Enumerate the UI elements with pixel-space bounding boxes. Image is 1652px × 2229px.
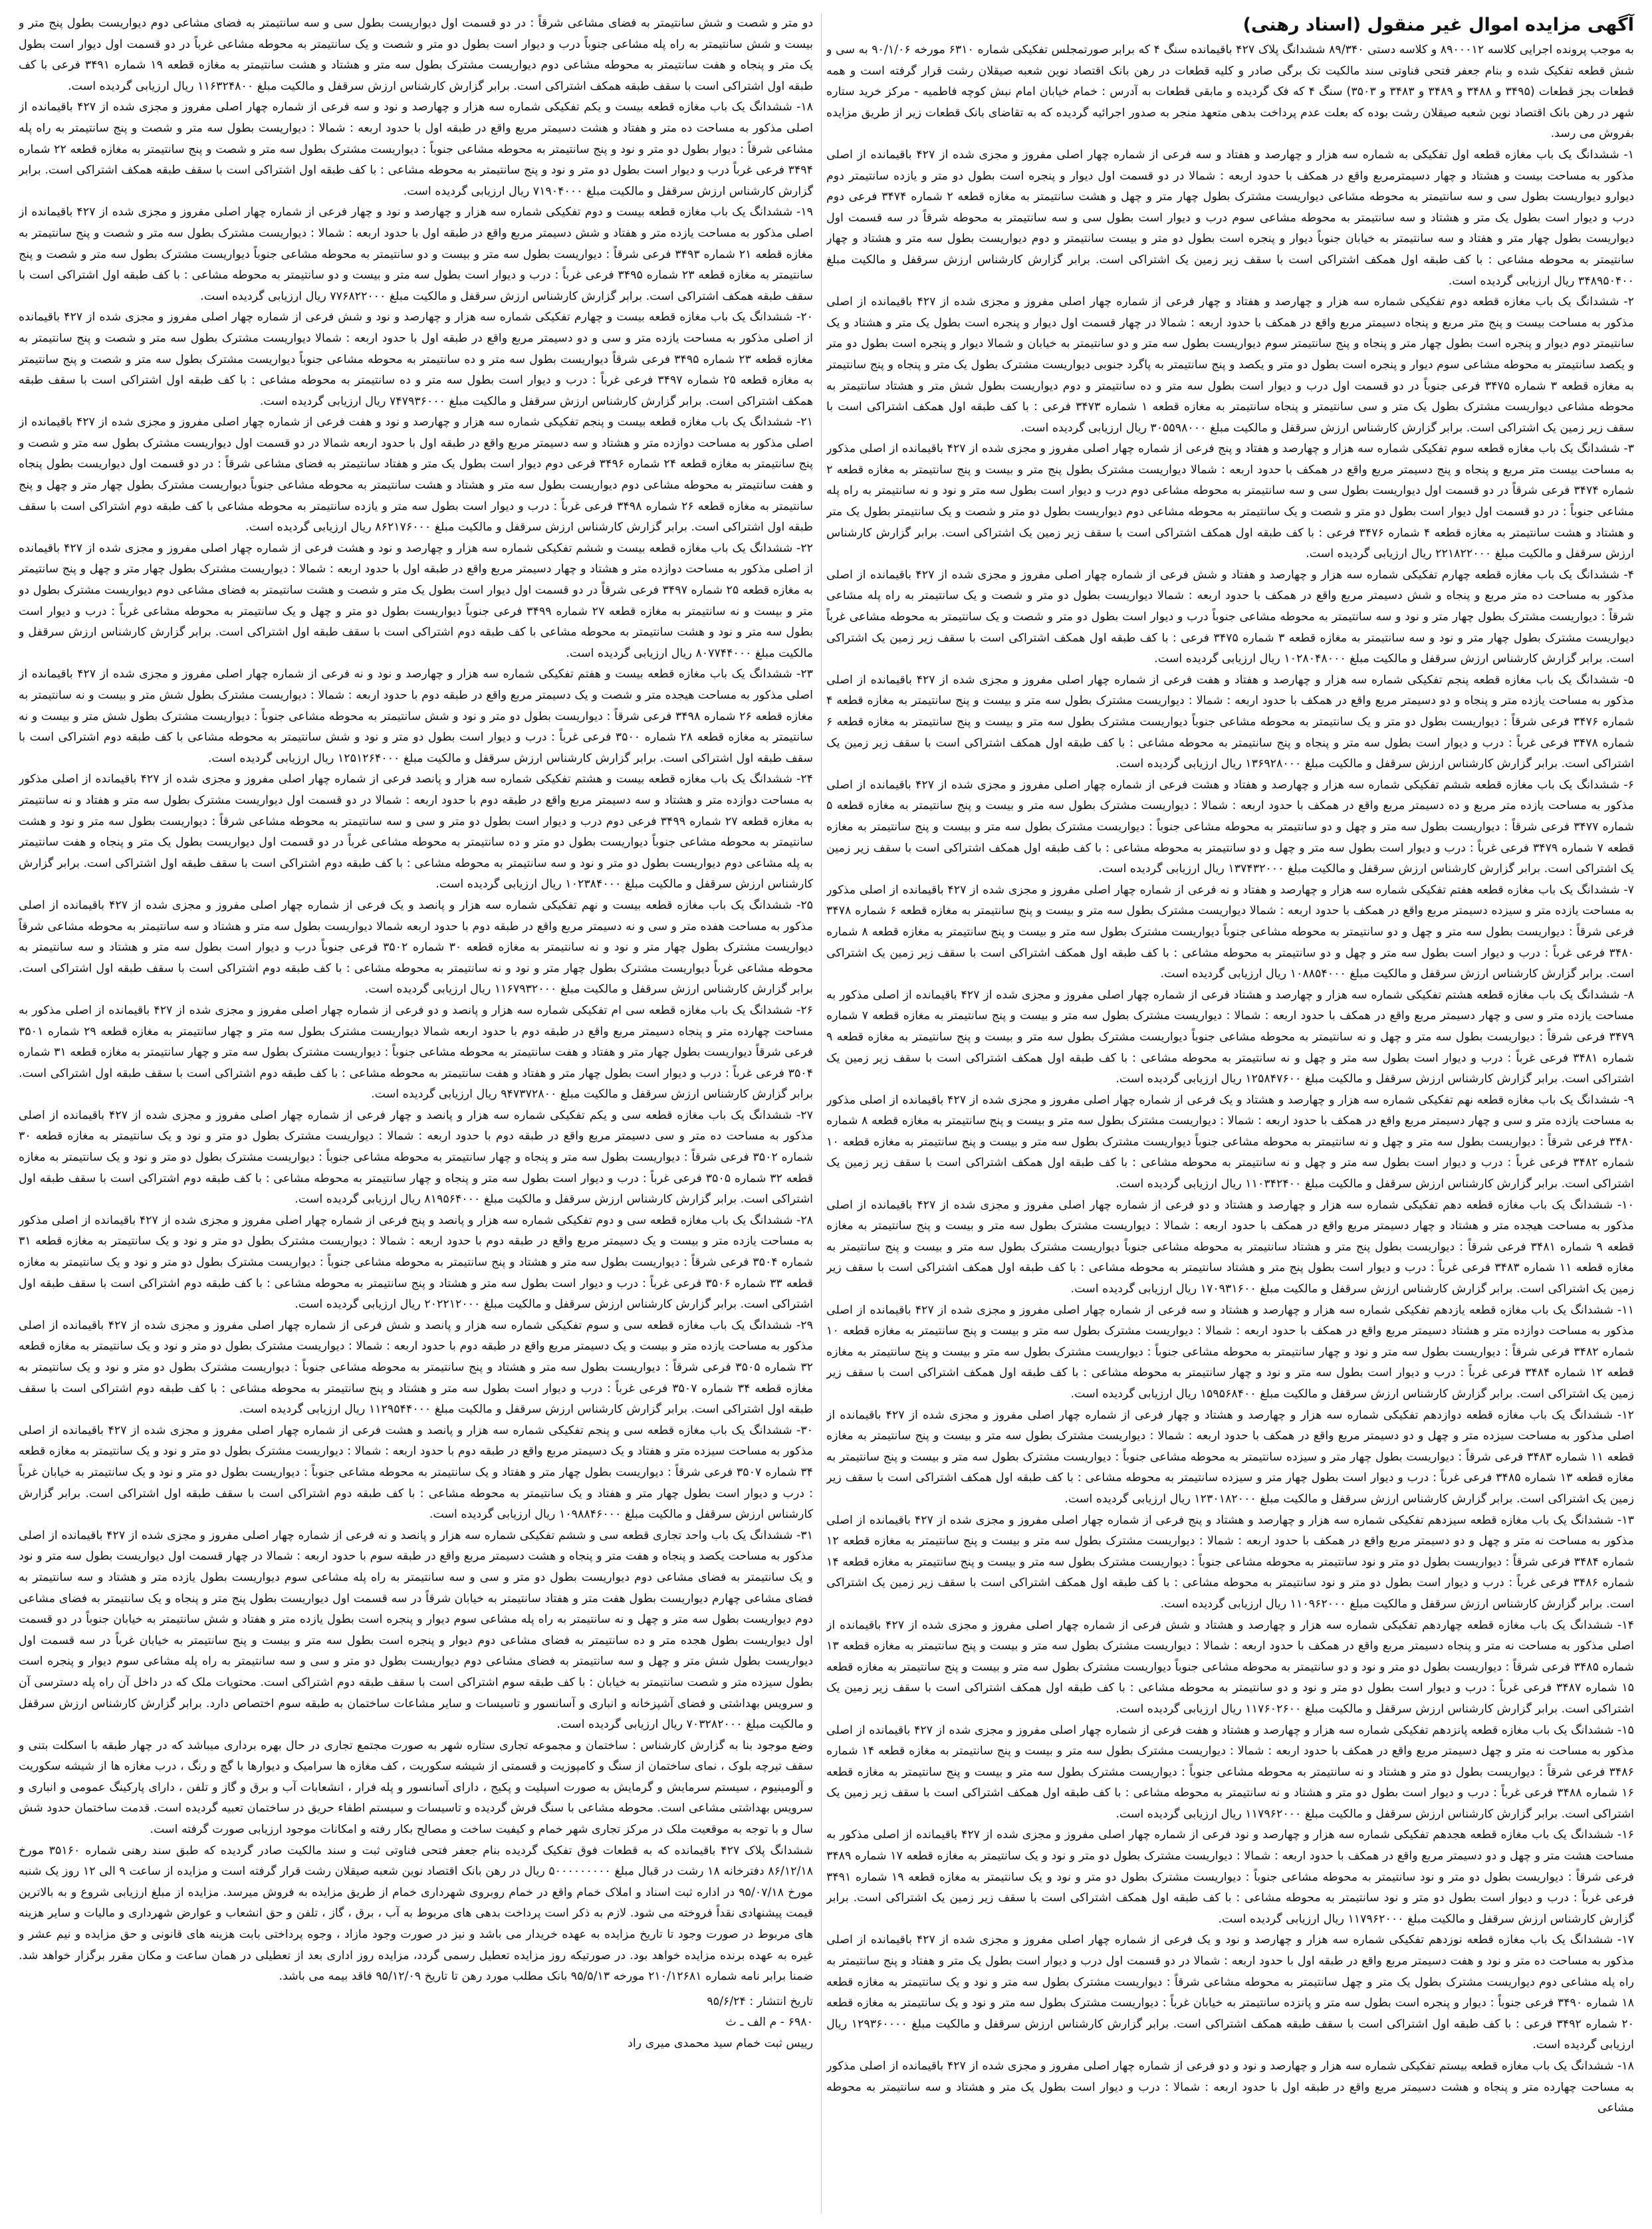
- notice-paragraph: ۱۸- ششدانگ یک باب مغازه قطعه بیستم تفکیکی شماره سه هزار و چهارصد و نود و دو فرعی از شماره چهار اصلی مفروز و مجزی شده از ۴۲۷ باقیمانده از اصلی مذکور به مساحت چهارده متر و پنجاه و هشت دسیمتر مربع واقع در طبقه اول با حدود اربعه : شمالا : درب و دیوار است بطول یک متر و هشتاد و سه سانتیمتر به محوطه مشاعی: [826, 2059, 1634, 2115]
- notice-paragraph: ۷- ششدانگ یک باب مغازه قطعه هفتم تفکیکی شماره سه هزار و چهارصد و هفتاد و نه فرعی از شماره چهار اصلی مفروز و مجزی شده از ۴۲۷ باقیمانده از اصلی مذکور به مساحت یازده متر و سیزده دسیمتر مربع واقع در همکف با حدود اربعه : شمالا دیواریست مشترک بطول سه متر و بیست و پنج سانتیمتر به مغازه قطعه ۶ شماره ۳۴۷۸ فرعی شرقاً : دیواریست بطول سه متر و چهل و دو سانتیمتر به محوطه مشاعی جنوباً دیواریست مشترک بطول سه متر و بیست و پنج سانتیمتر به مغازه قطعه ۸ شماره ۳۴۸۰ فرعی غرباً : درب و دیوار است بطول سه متر و چهل و دو سانتیمتر به محوطه مشاعی : با کف طبقه اول همکف اشتراکی است با سقف زیر زمین یک اشتراکی است. برابر گزارش کارشناس ارزش سرقفل و مالکیت مبلغ ۱۰۸۸۵۴۰۰۰ ریال ارزیابی گردیده است.: [826, 883, 1634, 981]
- notice-paragraph: ۹- ششدانگ یک باب مغازه قطعه نهم تفکیکی شماره سه هزار و چهارصد و هشتاد و یک فرعی از شماره چهار اصلی مفروز و مجزی شده از ۴۲۷ باقیمانده از اصلی مذکور به مساحت یازده متر و سی و چهار دسیمتر مربع واقع در همکف با حدود اربعه : شمالا : دیواریست مشترک بطول سه متر و بیست و پنج سانتیمتر به مغازه قطعه ۸ شماره ۳۴۸۰ فرعی شرقاً : دیواریست بطول سه متر و چهل و نه سانتیمتر به محوطه مشاعی جنوباً دیواریست مشترک بطول سه متر و بیست و پنج سانتیمتر به مغازه قطعه ۱۰ شماره ۳۴۸۲ فرعی غرباً : درب و دیوار است بطول سه متر و چهل و نه سانتیمتر به محوطه مشاعی : با کف طبقه اول همکف اشتراکی است با سقف زیر زمین یک اشتراکی است. برابر گزارش کارشناس ارزش سرقفل و مالکیت مبلغ ۱۱۰۳۴۲۴۰۰ ریال ارزیابی گردیده است.: [826, 1093, 1634, 1191]
- notice-paragraph: ۲۹- ششدانگ یک باب مغازه قطعه سی و سوم تفکیکی شماره سه هزار و پانصد و شش فرعی از شماره چهار اصلی مفروز و مجزی شده از ۴۲۷ باقیمانده از اصلی مذکور به مساحت یازده متر و بیست و یک دسیمتر مربع واقع در طبقه دوم با حدود اربعه : شمالا : دیواریست مشترک بطول دو متر و نود و یک سانتیمتر به مغازه قطعه ۳۲ شماره ۳۵۰۵ فرعی شرقاً : دیواریست بطول سه متر و هشتاد و پنج سانتیمتر به محوطه مشاعی جنوباً : دیواریست مشترک بطول دو متر و نود و یک سانتیمتر به مغازه قطعه ۳۴ شماره ۳۵۰۷ فرعی غرباً : درب و دیوار است بطول سه متر و هشتاد و پنج سانتیمتر به محوطه مشاعی : با کف طبقه دوم اشتراکی است با سقف طبقه اول اشتراکی است. برابر گزارش کارشناس ارزش سرقفل و مالکیت مبلغ ۱۱۲۹۵۴۴۰۰۰ ریال ارزیابی گردیده است.: [19, 1318, 813, 1417]
- notice-paragraph: ۶- ششدانگ یک باب مغازه قطعه ششم تفکیکی شماره سه هزار و چهارصد و هفتاد و هشت فرعی از شماره چهار اصلی مفروز و مجزی شده از ۴۲۷ باقیمانده از اصلی مذکور به مساحت یازده متر مربع و ده دسیمتر مربع واقع در همکف با حدود اربعه : شمالا : دیواریست مشترک بطول سه متر و بیست و پنج سانتیمتر به مغازه قطعه ۵ شماره ۳۴۷۷ فرعی شرقاً : دیواریست بطول سه متر و چهل و دو سانتیمتر به محوطه مشاعی جنوباً : دیواریست مشترک بطول سه متر و بیست و پنج سانتیمتر به مغازه قطعه ۷ شماره ۳۴۷۹ فرعی غرباً : درب و دیوار است بطول سه متر و چهل و دو سانتیمتر به محوطه مشاعی : با کف طبقه اول همکف اشتراکی است با سقف زیر زمین یک اشتراکی است. برابر گزارش کارشناس ارزش سرقفل و مالکیت مبلغ ۱۳۷۴۳۲۰۰۰ ریال ارزیابی گردیده است.: [826, 778, 1634, 876]
- left-column-body: [19, 13, 813, 1988]
- notice-paragraph: ۱۰- ششدانگ یک باب مغازه قطعه دهم تفکیکی شماره سه هزار و چهارصد و هشتاد و دو فرعی از شماره چهار اصلی مفروز و مجزی شده از ۴۲۷ باقیمانده از اصلی مذکور به مساحت هیجده متر و هشتاد و چهار دسیمتر مربع واقع در همکف با حدود اربعه : شمالا : دیواریست مشترک بطول سه متر و بیست و پنج سانتیمتر به مغازه قطعه ۹ شماره ۳۴۸۱ فرعی شرقاً : دیواریست بطول پنج متر و هشتاد سانتیمتر به محوطه مشاعی جنوباً دیواریست مشترک بطول سه متر و بیست و پنج سانتیمتر به مغازه قطعه ۱۱ شماره ۳۴۸۳ فرعی غرباً : درب و دیوار است بطول پنج متر و هشتاد سانتیمتر به محوطه مشاعی : با کف طبقه اول همکف اشتراکی است با سقف زیر زمین یک اشتراکی است. برابر گزارش کارشناس ارزش سرقفل و مالکیت مبلغ ۱۷۰۹۳۱۶۰۰ ریال ارزیابی گردیده است.: [826, 1198, 1634, 1296]
- notice-paragraph: ۲۵- ششدانگ یک باب مغازه قطعه بیست و نهم تفکیکی شماره سه هزار و پانصد و یک فرعی از شماره چهار اصلی مفروز و مجزی شده از ۴۲۷ باقیمانده از اصلی مذکور به مساحت هفده متر و سی و نه دسیمتر مربع واقع در طبقه دوم با حدود اربعه شمالا دیواریست بطول سه متر و هشتاد و سه سانتیمتر به محوطه مشاعی شرقاً دیواریست مشترک بطول چهار متر و نود و نه سانتیمتر به مغازه قطعه ۳۰ شماره ۳۵۰۲ فرعی جنوباً درب و دیوار است بطول سه متر و هشتاد و سه سانتیمتر به محوطه مشاعی غرباً دیواریست مشترک بطول چهار متر و نود و نه سانتیمتر به محوطه مشاعی : با کف طبقه دوم اشتراکی است با سقف طبقه اول اشتراکی است. برابر گزارش کارشناس ارزش سرقفل و مالکیت مبلغ ۱۱۶۷۹۳۲۰۰۰ ریال ارزیابی گردیده است.: [19, 898, 813, 997]
- notice-paragraph: ۱۶- ششدانگ یک باب مغازه قطعه هجدهم تفکیکی شماره سه هزار و چهارصد و نود فرعی از شماره چهار اصلی مفروز و مجزی شده از ۴۲۷ باقیمانده از اصلی مذکور به مساحت هشت متر و چهل و دو دسیمتر مربع واقع در همکف با حدود اربعه : شمالا : دیواریست مشترک بطول دو متر و نود و یک سانتیمتر به مغازه قطعه ۱۷ شماره ۳۴۸۹ فرعی شرقاً : دیواریست بطول دو متر و نود سانتیمتر به محوطه مشاعی جنوباً : دیواریست مشترک بطول دو متر و نود و یک سانتیمتر به مغازه قطعه ۱۹ شماره ۳۴۹۱ فرعی غرباً : درب و دیوار است بطول دو متر و نود سانتیمتر به محوطه مشاعی : با کف طبقه اول همکف اشتراکی است با سقف زیر زمین یک اشتراکی است. برابر گزارش کارشناس ارزش سرقفل و مالکیت مبلغ ۱۱۷۹۶۲۰۰۰ ریال ارزیابی گردیده است.: [826, 1828, 1634, 1926]
- reference-code: ۶۹۸۰ - م الف ـ ث: [725, 2016, 813, 2030]
- notice-paragraph: ۱۳- ششدانگ یک باب مغازه قطعه سیزدهم تفکیکی شماره سه هزار و چهارصد و هشتاد و پنج فرعی از شماره چهار اصلی مفروز و مجزی شده از ۴۲۷ باقیمانده از اصلی مذکور به مساحت نه متر و چهل و دو دسیمتر مربع واقع در همکف با حدود اربعه : شمالا : دیواریست مشترک بطول سه متر و بیست و پنج سانتیمتر به مغازه قطعه ۱۲ شماره ۳۴۸۴ فرعی شرقاً : دیواریست بطول دو متر و نود سانتیمتر به محوطه مشاعی جنوباً : دیواریست مشترک بطول سه متر و بیست و پنج سانتیمتر به مغازه قطعه ۱۴ شماره ۳۴۸۶ فرعی غرباً : درب و دیوار است بطول دو متر و نود سانتیمتر به محوطه مشاعی : با کف طبقه اول همکف اشتراکی است با سقف زیر زمین یک اشتراکی است. برابر گزارش کارشناس ارزش سرقفل و مالکیت مبلغ ۱۱۰۹۶۲۰۰۰ ریال ارزیابی گردیده است.: [826, 1513, 1634, 1611]
- notice-paragraph: ۲۴- ششدانگ یک باب مغازه قطعه بیست و هشتم تفکیکی شماره سه هزار و پانصد فرعی از شماره چهار اصلی مفروز و مجزی شده از ۴۲۷ باقیمانده از اصلی مذکور به مساحت دوازده متر و هشتاد و سه دسیمتر مربع واقع در طبقه دوم با حدود اربعه : شمالا در دو قسمت اول دیواریست مشترک بطول سه متر و هفتاد و نه سانتیمتر به مغازه قطعه ۲۷ شماره ۳۴۹۹ فرعی دوم درب و دیوار است بطول دو متر و سی و سه سانتیمتر به محوطه مشاعی شرقاً : دیواریست بطول سه متر و نود و هشت سانتیمتر به محوطه مشاعی جنوباً دیواریست بطول دو متر و ده سانتیمتر به محوطه مشاعی غرباً در دو قسمت اول دیواریست بطول یک متر و پنجاه و هفت سانتیمتر به پله مشاعی دوم دیواریست بطول دو متر و نود و سه سانتیمتر به محوطه مشاعی : با کف طبقه دوم اشتراکی است با سقف طبقه اول اشتراکی است. برابر گزارش کارشناس ارزش سرقفل و مالکیت مبلغ ۱۰۲۳۸۴۰۰۰ ریال ارزیابی گردیده است.: [19, 772, 813, 891]
- right-column: [826, 40, 1634, 2214]
- notice-paragraph: ۲- ششدانگ یک باب مغازه قطعه دوم تفکیکی شماره سه هزار و چهارصد و هفتاد و چهار فرعی از شماره چهار اصلی مفروز و مجزی شده از ۴۲۷ باقیمانده از اصلی مذکور به مساحت بیست و پنج متر مربع و پنجاه دسیمتر مربع واقع در همکف با حدود اربعه : شمالا در چهار قسمت اول دیوار و پنجره است بطول یک متر و هشتاد و یک سانتیمتر دوم دیوار و پنجره است بطول چهار متر و پنجاه و پنج سانتیمتر سوم دیواریست بطول سه متر و دو سانتیمتر به خیابان و شمالا دیوار و پنجره است بطول دو متر و یکصد سانتیمتر به محوطه مشاعی سوم دیوار و پنجره است بطول دو متر و یکصد و پنج سانتیمتر به پاگرد جنوبی دیواریست مشترک بطول یک متر و پنجاه و پنج سانتیمتر به مغازه قطعه ۳ شماره ۳۴۷۵ فرعی جنوباً در دو قسمت اول درب و دیوار است بطول سه متر و ده سانتیمتر و دوم دیواریست بطول شش متر و هشتاد سانتیمتر به محوطه مشاعی دیواریست مشترک بطول یک متر و سی سانتیمتر و پنجاه سانتیمتر به مغازه قطعه ۱ شماره ۳۴۷۳ فرعی : با کف طبقه اول همکف اشتراکی است با سقف زیر زمین یک اشتراکی است. برابر گزارش کارشناس ارزش سرقفل و مالکیت مبلغ ۳۰۵۵۹۸۰۰۰ ریال ارزیابی گردیده است.: [826, 295, 1634, 435]
- notice-title: آگهی مزایده اموال غیر منقول (اسناد رهنی): [1242, 15, 1634, 35]
- notice-paragraph: ۲۱- ششدانگ یک باب مغازه قطعه بیست و پنجم تفکیکی شماره سه هزار و چهارصد و نود و هفت فرعی از شماره چهار اصلی مفروز و مجزی شده از ۴۲۷ باقیمانده از اصلی مذکور به مساحت دوازده متر و هشتاد و سه دسیمتر مربع واقع در طبقه اول با حدود اربعه شمالا در دو قسمت اول دیواریست مشترک بطول سه متر و شصت و پنج سانتیمتر به مغازه قطعه ۲۴ شماره ۳۴۹۶ فرعی دوم دیوار است بطول یک متر و هفتاد سانتیمتر به فضای مشاعی شرقاً : در دو قسمت اول دیواریست بطول پنجاه و هفت سانتیمتر به محوطه مشاعی دوم دیواریست بطول سه متر و هشتاد و هشت سانتیمتر به محوطه مشاعی جنوباً دیواریست مشترک بطول چهار متر و چهل و پنج سانتیمتر به مغازه قطعه ۲۶ شماره ۳۴۹۸ فرعی غرباً : درب و دیوار است بطول سه متر و یازده سانتیمتر به محوطه مشاعی با کف طبقه دوم اشتراکی است با سقف طبقه اول اشتراکی است. برابر گزارش کارشناس ارزش سرقفل و مالکیت مبلغ ۸۶۲۱۷۶۰۰۰ ریال ارزیابی گردیده است.: [19, 415, 813, 534]
- notice-paragraph: ۲۳- ششدانگ یک باب مغازه قطعه بیست و هفتم تفکیکی شماره سه هزار و چهارصد و نود و نه فرعی از شماره چهار اصلی مفروز و مجزی شده از ۴۲۷ باقیمانده از اصلی مذکور به مساحت هیجده متر و شصت و یک دسیمتر مربع واقع در طبقه دوم با حدود اربعه : شمالا : دیواریست مشترک بطول شش متر و بیست و نه سانتیمتر به مغازه قطعه ۲۶ شماره ۳۴۹۸ فرعی شرقاً : دیواریست بطول دو متر و نود و شش سانتیمتر به محوطه مشاعی جنوباً : دیواریست مشترک بطول شش متر و بیست و نه سانتیمتر به مغازه قطعه ۲۸ شماره ۳۵۰۰ فرعی غرباً : درب و دیوار است بطول دو متر و نود و شش سانتیمتر به محوطه مشاعی با کف طبقه دوم اشتراکی است با سقف طبقه اول اشتراکی است. برابر گزارش کارشناس ارزش سرقفل و مالکیت مبلغ ۱۲۵۱۲۶۴۰۰۰ ریال ارزیابی گردیده است.: [19, 667, 813, 765]
- notice-paragraph: به موجب پرونده اجرایی کلاسه ۸۹۰۰۰۱۲ و کلاسه دستی ۸۹/۳۴۰ ششدانگ پلاک ۴۲۷ باقیمانده سنگ ۴ که برابر صورتمجلس تفکیکی شماره ۶۳۱۰ مورخه ۹۰/۱/۰۶ به سی و شش قطعه تفکیک شده و بنام جعفر فتحی فناوتی سند مالکیت تک برگی صادر و کلیه قطعات در رهن بانک اقتصاد نوین شعبه صیقلان رشت قرار گرفته است و همه قطعات بجز قطعات (۳۴۹۵ و ۳۴۸۸ و ۳۴۸۹ و ۳۴۸۳ و ۳۵۰۳) سنگ ۴ که فک گردیده و مابقی قطعات به آدرس : خمام خیابان امام نبش کوچه فاطمیه - مرکز خرید ستاره شهر در رهن بانک اقتصاد نوین شعبه صیقلان رشت بوده که بعلت عدم پرداخت بدهی متعهد منجر به صدور اجرائیه گردیده که به تقاضای بانک قطعات زیر از طریق مزایده بفروش می رسد.: [826, 43, 1634, 141]
- notice-paragraph: ۱۱- ششدانگ یک باب مغازه قطعه یازدهم تفکیکی شماره سه هزار و چهارصد و هشتاد و سه فرعی از شماره چهار اصلی مفروز و مجزی شده از ۴۲۷ باقیمانده از اصلی مذکور به مساحت دوازده متر و هشتاد دسیمتر مربع واقع در همکف با حدود اربعه : شمالا : دیواریست مشترک بطول سه متر و بیست و پنج سانتیمتر به مغازه قطعه ۱۰ شماره ۳۴۸۲ فرعی شرقاً : دیواریست بطول سه متر و نود و چهار سانتیمتر به محوطه مشاعی جنوباً : دیواریست مشترک بطول سه متر و بیست و پنج سانتیمتر به مغازه قطعه ۱۲ شماره ۳۴۸۴ فرعی غرباً : درب و دیوار است بطول سه متر و نود و چهار سانتیمتر به محوطه مشاعی : با کف طبقه اول همکف اشتراکی است با سقف زیر زمین یک اشتراکی است. برابر گزارش کارشناس ارزش سرقفل و مالکیت مبلغ ۱۵۹۵۶۸۴۰۰ ریال ارزیابی گردیده است.: [826, 1303, 1634, 1401]
- notice-paragraph: ششدانگ پلاک ۴۲۷ باقیمانده که به قطعات فوق تفکیک گردیده بنام جعفر فتحی فناوتی ثبت و سند مالکیت صادر گردیده که طبق سند رهنی شماره ۳۵۱۶۰ مورخ ۸۶/۱۲/۱۸ دفترخانه ۱۸ رشت در قبال مبلغ ۵۰۰۰۰۰۰۰۰۰ ریال در رهن بانک اقتصاد نوین شعبه صیقلان رشت قرار گرفته است و مزایده از ساعت ۹ الی ۱۲ روز یک شنبه مورخ ۹۵/۰۷/۱۸ در اداره ثبت اسناد و املاک خمام واقع در خمام روبروی شهرداری خمام از طریق مزایده به فروش میرسد. مزایده از مبلغ ارزیابی شروع و به بالاترین قیمت پیشنهادی نقداً فروخته می شود. لازم به ذکر است پرداخت بدهی های مربوط به آب ، برق ، گاز ، تلفن و حق انشعاب و عوارض شهرداری و مالیات و سایر هزینه های مربوط در صورت وجود تا تاریخ مزایده به عهده خریدار می باشد و نیز در صورت وجود مازاد ، وجوه پرداختی بابت هزینه های قانونی و حق مزایده و نیم عشر و غیره به عهده برنده مزایده خواهد بود. در صورتیکه روز مزایده تعطیل رسمی گردد، مزایده روز اداری بعد از تعطیلی در همان ساعت و مکان مقرر برگزار خواهد شد. ضمنا برابر نامه شماره ۲۱۰/۱۲۶۸۱ مورخه ۹۵/۵/۱۳ بانک مطلب مورد رهن تا تاریخ ۹۵/۱۲/۰۹ فاقد بیمه می باشد.: [19, 1843, 813, 1984]
- notice-paragraph: ۱۹- ششدانگ یک باب مغازه قطعه بیست و دوم تفکیکی شماره سه هزار و چهارصد و نود و چهار فرعی از شماره چهار اصلی مفروز و مجزی شده از ۴۲۷ باقیمانده از اصلی مذکور به مساحت یازده متر و هفتاد و شش دسیمتر مربع واقع در طبقه اول با حدود اربعه : شمالا : دیواریست مشترک بطول سه متر و شصت و پنج سانتیمتر به مغازه قطعه ۲۱ شماره ۳۴۹۳ فرعی شرقاً : دیواریست بطول سه متر و بیست و دو سانتیمتر به محوطه مشاعی جنوباً دیواریست مشترک بطول سه متر و شصت و پنج سانتیمتر به مغازه قطعه ۲۳ شماره ۳۴۹۵ فرعی غرباً : درب و دیوار است بطول سه متر و بیست و دو سانتیمتر به محوطه مشاعی : با کف طبقه اول اشتراکی است با سقف طبقه همکف اشتراکی است. برابر گزارش کارشناس ارزش سرقفل و مالکیت مبلغ ۷۷۶۸۲۲۰۰۰ ریال ارزیابی گردیده است.: [19, 205, 813, 303]
- publish-date: تاریخ انتشار : ۹۵/۶/۲۴: [707, 1994, 813, 2008]
- notice-paragraph: ۳۰- ششدانگ یک باب مغازه قطعه سی و پنجم تفکیکی شماره سه هزار و پانصد و هشت فرعی از شماره چهار اصلی مفروز و مجزی شده از ۴۲۷ باقیمانده از اصلی مذکور به مساحت سیزده متر و هفتاد و یک دسیمتر مربع واقع در طبقه دوم با حدود اربعه : شمالا : دیواریست مشترک بطول دو متر و نود و یک سانتیمتر به مغازه قطعه ۳۴ شماره ۳۵۰۷ فرعی شرقاً : دیواریست بطول چهار متر و هفتاد و یک سانتیمتر به محوطه مشاعی جنوباً : دیواریست بطول دو متر و نود و یک سانتیمتر به خیابان غرباً : درب و دیوار است بطول چهار متر و هفتاد و یک سانتیمتر به محوطه مشاعی : با کف طبقه دوم اشتراکی است با سقف طبقه اول اشتراکی است. برابر گزارش کارشناس ارزش سرقفل و مالکیت مبلغ ۱۰۹۸۸۴۶۰۰۰ ریال ارزیابی گردیده است.: [19, 1423, 813, 1522]
- notice-paragraph: ۸- ششدانگ یک باب مغازه قطعه هشتم تفکیکی شماره سه هزار و چهارصد و هشتاد فرعی از شماره چهار اصلی مفروز و مجزی شده از ۴۲۷ باقیمانده از اصلی مذکور به مساحت یازده متر و سی و چهار دسیمتر مربع واقع در همکف با حدود اربعه : شمالا : دیواریست مشترک بطول سه متر و بیست و پنج سانتیمتر به مغازه قطعه ۷ شماره ۳۴۷۹ فرعی شرقاً : دیواریست بطول سه متر و چهل و نه سانتیمتر به محوطه مشاعی جنوباً دیواریست مشترک بطول سه متر و بیست و پنج سانتیمتر به مغازه قطعه ۹ شماره ۳۴۸۱ فرعی غرباً : درب و دیوار است بطول سه متر و چهل و نه سانتیمتر به محوطه مشاعی : با کف طبقه اول همکف اشتراکی است با سقف زیر زمین یک اشتراکی است. برابر گزارش کارشناس ارزش سرقفل و مالکیت مبلغ ۱۲۵۸۴۷۶۰۰ ریال ارزیابی گردیده است.: [826, 988, 1634, 1086]
- notice-paragraph: ۱۷- ششدانگ یک باب مغازه قطعه نوزدهم تفکیکی شماره سه هزار و چهارصد و نود و یک فرعی از شماره چهار اصلی مفروز و مجزی شده از ۴۲۷ باقیمانده از اصلی مذکور به مساحت ده متر و نود و هفت دسیمتر مربع واقع در طبقه اول با حدود اربعه : شمالا در دو قسمت اول درب و دیوار است بطول یک متر و هفتاد و پنج سانتیمتر به راه پله مشاعی دوم دیواریست مشترک بطول یک متر و چهل سانتیمتر به محوطه مشاعی شرقاً : دیواریست مشترک بطول سه متر و نود و یک سانتیمتر به مغازه قطعه ۱۸ شماره ۳۴۹۰ فرعی جنوباً : دیوار و پنجره است بطول سه متر و پانزده سانتیمتر به خیابان غرباً : دیواریست مشترک بطول سه متر و نود و یک سانتیمتر به مغازه قطعه ۲۰ شماره ۳۴۹۲ فرعی : با کف طبقه اول اشتراکی است با سقف طبقه همکف اشتراکی است. برابر گزارش کارشناس ارزش سرقفل و مالکیت مبلغ ۱۲۹۳۶۰۰۰۰ ریال ارزیابی گردیده است.: [826, 1933, 1634, 2052]
- notice-paragraph: ۲۰- ششدانگ یک باب مغازه قطعه بیست و چهارم تفکیکی شماره سه هزار و چهارصد و نود و شش فرعی از شماره چهار اصلی مفروز و مجزی شده از ۴۲۷ باقیمانده از اصلی مذکور به مساحت یازده متر و سی و دو دسیمتر مربع واقع در طبقه اول با حدود اربعه : شمالا دیواریست مشترک بطول سه متر و شصت و پنج سانتیمتر به مغازه قطعه ۲۳ شماره ۳۴۹۵ فرعی شرقاً دیواریست بطول سه متر و ده سانتیمتر به محوطه مشاعی جنوباً دیواریست مشترک بطول سه متر و شصت و پنج سانتیمتر به مغازه قطعه ۲۵ شماره ۳۴۹۷ فرعی غرباً : درب و دیوار است بطول سه متر و ده سانتیمتر به محوطه مشاعی : با کف طبقه اول اشتراکی است با سقف طبقه همکف اشتراکی است. برابر گزارش کارشناس ارزش سرقفل و مالکیت مبلغ ۷۴۷۹۳۶۰۰۰ ریال ارزیابی گردیده است.: [19, 310, 813, 408]
- left-column: [19, 13, 813, 2214]
- right-column-body: [826, 40, 1634, 2119]
- notice-paragraph: ۱۲- ششدانگ یک باب مغازه قطعه دوازدهم تفکیکی شماره سه هزار و چهارصد و هشتاد و چهار فرعی از شماره چهار اصلی مفروز و مجزی شده از ۴۲۷ باقیمانده از اصلی مذکور به مساحت سیزده متر و چهل و دو دسیمتر مربع واقع در همکف با حدود اربعه : شمالا : دیواریست مشترک بطول سه متر و بیست و پنج سانتیمتر به مغازه قطعه ۱۱ شماره ۳۴۸۳ فرعی شرقاً : دیواریست بطول چهار متر و سیزده سانتیمتر به محوطه مشاعی جنوباً : دیواریست مشترک بطول سه متر و بیست و پنج سانتیمتر به مغازه قطعه ۱۳ شماره ۳۴۸۵ فرعی غرباً : درب و دیوار است بطول چهار متر و سیزده سانتیمتر به محوطه مشاعی : با کف طبقه اول همکف اشتراکی است با سقف زیر زمین یک اشتراکی است. برابر گزارش کارشناس ارزش سرقفل و مالکیت مبلغ ۱۲۳۰۱۸۲۰۰۰ ریال ارزیابی گردیده است.: [826, 1408, 1634, 1506]
- notice-paragraph: دو متر و شصت و شش سانتیمتر به فضای مشاعی شرقاً : در دو قسمت اول دیواریست بطول سی و سه سانتیمتر به فضای مشاعی دوم دیواریست بطول پنج متر و بیست و شش سانتیمتر به راه پله مشاعی جنوباً درب و دیوار است بطول دو متر و شصت و یک سانتیمتر به محوطه مشاعی غرباً در دو قسمت اول دیوار است بطول یک متر و پنجاه و هفت سانتیمتر به محوطه مشاعی دوم دیواریست مشترک بطول سه متر و هشتاد و هشت سانتیمتر به مغازه قطعه ۱۹ شماره ۳۴۹۱ فرعی با کف طبقه اول اشتراکی است با سقف طبقه همکف اشتراکی است. برابر گزارش کارشناس ارزش سرقفل و مالکیت مبلغ ۱۱۶۳۲۴۸۰۰ ریال ارزیابی گردیده است.: [19, 17, 813, 93]
- column-divider: [821, 13, 822, 2214]
- notice-paragraph: ۳۱- ششدانگ یک باب واحد تجاری قطعه سی و ششم تفکیکی شماره سه هزار و پانصد و نه فرعی از شماره چهار اصلی مفروز و مجزی شده از ۴۲۷ باقیمانده از اصلی مذکور به مساحت یکصد و پنجاه و هفت متر و پنجاه و هشت دسیمتر مربع واقع در طبقه سوم با حدود اربعه : شمالا در چهار قسمت اول دیواریست بطول سه متر و نود و یک سانتیمتر به فضای مشاعی دوم دیواریست بطول دو متر و سی و سه سانتیمتر به راه پله مشاعی سوم دیواریست بطول یازده متر و هشتاد و سه سانتیمتر به فضای مشاعی چهارم دیواریست بطول هفت متر و هفتاد سانتیمتر به خیابان شرقاً در سه قسمت اول دیواریست بطول پنج متر و پنجاه و یک سانتیمتر به فضای مشاعی دوم دیواریست بطول سه متر و چهل و نه سانتیمتر به راه پله مشاعی سوم دیوار و پنجره است بطول یازده متر و هفتاد و شش سانتیمتر به خیابان جنوباً در دو قسمت اول دیواریست بطول هجده متر و ده سانتیمتر به فضای مشاعی دوم دیوار و پنجره است بطول سه متر و بیست و پنج سانتیمتر به خیابان غرباً در سه قسمت اول دیواریست بطول شش متر و چهل و سه سانتیمتر به فضای مشاعی دوم دیواریست بطول دو متر و سی و سه سانتیمتر به راه پله مشاعی سوم دیوار و پنجره است بطول سیزده متر و شصت سانتیمتر به خیابان : با کف طبقه سوم اشتراکی است با سقف طبقه دوم اشتراکی است. محتویات ملک که در داخل آن راه پله دسترسی آن و سرویس بهداشتی و فضای آشپزخانه و انباری و آسانسور و تاسیسات و سایر مشاعات ساختمان به طبقه سوم اختصاص دارد. برابر گزارش کارشناس ارزش سرقفل و مالکیت مبلغ ۷۰۳۲۸۲۰۰۰ ریال ارزیابی گردیده است.: [19, 1528, 813, 1732]
- notice-paragraph: ۱۵- ششدانگ یک باب مغازه قطعه پانزدهم تفکیکی شماره سه هزار و چهارصد و هشتاد و هفت فرعی از شماره چهار اصلی مفروز و مجزی شده از ۴۲۷ باقیمانده از اصلی مذکور به مساحت نه متر و چهل دسیمتر مربع واقع در همکف با حدود اربعه : شمالا : دیواریست مشترک بطول سه متر و بیست و پنج سانتیمتر به مغازه قطعه ۱۴ شماره ۳۴۸۶ فرعی شرقاً : دیواریست بطول دو متر و هشتاد و نه سانتیمتر به محوطه مشاعی جنوباً : دیواریست مشترک بطول سه متر و بیست و پنج سانتیمتر به مغازه قطعه ۱۶ شماره ۳۴۸۸ فرعی غرباً : درب و دیوار است بطول دو متر و هشتاد و نه سانتیمتر به محوطه مشاعی : با کف طبقه اول همکف اشتراکی است با سقف زیر زمین یک اشتراکی است. برابر گزارش کارشناس ارزش سرقفل و مالکیت مبلغ ۱۱۷۹۶۲۰۰۰ ریال ارزیابی گردیده است.: [826, 1723, 1634, 1821]
- signature-line: رییس ثبت خمام سید محمدی میری راد: [628, 2037, 813, 2050]
- newspaper-page: [12, 13, 1641, 2217]
- notice-paragraph: ۱۴- ششدانگ یک باب مغازه قطعه چهاردهم تفکیکی شماره سه هزار و چهارصد و هشتاد و شش فرعی از شماره چهار اصلی مفروز و مجزی شده از ۴۲۷ باقیمانده از اصلی مذکور به مساحت نه متر و پنجاه دسیمتر مربع واقع در همکف با حدود اربعه : شمالا : دیواریست مشترک بطول سه متر و بیست و پنج سانتیمتر به مغازه قطعه ۱۳ شماره ۳۴۸۵ فرعی شرقاً : دیواریست بطول دو متر و نود و دو سانتیمتر به محوطه مشاعی جنوباً دیواریست مشترک بطول سه متر و بیست و پنج سانتیمتر به مغازه قطعه ۱۵ شماره ۳۴۸۷ فرعی غرباً : درب و دیوار است بطول دو متر و نود و دو سانتیمتر به محوطه مشاعی : با کف طبقه اول همکف اشتراکی است با سقف زیر زمین یک اشتراکی است. برابر گزارش کارشناس ارزش سرقفل و مالکیت مبلغ ۱۱۷۶۰۲۶۰۰ ریال ارزیابی گردیده است.: [826, 1618, 1634, 1716]
- notice-paragraph: ۱۸- ششدانگ یک باب مغازه قطعه بیست و یکم تفکیکی شماره سه هزار و چهارصد و نود و سه فرعی از شماره چهار اصلی مفروز و مجزی شده از ۴۲۷ باقیمانده از اصلی مذکور به مساحت ده متر و هفتاد و هشت دسیمتر مربع واقع در طبقه اول با حدود اربعه : شمالا : دیواریست بطول سه متر و شصت و پنج سانتیمتر به راه پله مشاعی شرقاً : دیوار بطول دو متر و نود و پنج سانتیمتر به محوطه مشاعی جنوباً : دیواریست مشترک بطول سه متر و شصت و پنج سانتیمتر به مغازه قطعه ۲۲ شماره ۳۴۹۴ فرعی غرباً درب و دیوار است بطول دو متر و نود و پنج سانتیمتر به محوطه مشاعی : با کف طبقه اول اشتراکی است با سقف طبقه همکف اشتراکی است. برابر گزارش کارشناس ارزش سرقفل و مالکیت مبلغ ۷۱۹۰۴۰۰۰ ریال ارزیابی گردیده است.: [19, 100, 813, 198]
- footer-block: [19, 1992, 813, 2055]
- notice-paragraph: ۴- ششدانگ یک باب مغازه قطعه چهارم تفکیکی شماره سه هزار و چهارصد و هفتاد و شش فرعی از شماره چهار اصلی مفروز و مجزی شده از ۴۲۷ باقیمانده از اصلی مذکور به مساحت ده متر مربع و پنجاه و شش دسیمتر مربع واقع در همکف با حدود اربعه : شمالا دیواریست بطول دو متر و شصت و یک سانتیمتر به راه پله مشاعی شرقاً : دیواریست مشترک بطول چهار متر و نود و سه سانتیمتر به محوطه مشاعی جنوباً درب و دیوار است بطول دو متر و شصت و یک سانتیمتر به محوطه مشاعی غرباً دیواریست مشترک بطول چهار متر و نود و سه سانتیمتر به مغازه قطعه ۳ شماره ۳۴۷۵ فرعی : با کف طبقه اول همکف اشتراکی است با سقف زیر زمین یک اشتراکی است. برابر گزارش کارشناس ارزش سرقفل و مالکیت مبلغ ۱۰۲۸۰۴۸۰۰۰ ریال ارزیابی گردیده است.: [826, 568, 1634, 666]
- notice-paragraph: ۱- ششدانگ یک باب مغازه قطعه اول تفکیکی به شماره سه هزار و چهارصد و هفتاد و سه فرعی از شماره چهار اصلی مفروز و مجزی شده از ۴۲۷ باقیمانده از اصلی مذکور به مساحت بیست و هشتاد و چهار دسیمترمربع واقع در همکف با حدود اربعه : شمالا در دو قسمت اول دیوار و پنجره است بطول دو متر و یازده سانتیمتر دوم دیوارو دیواریست بطول سی و سه سانتیمتر به محوطه مشاعی دیواریست مشترک بطول چهار متر و چهل و هشت سانتیمتر به مغازه قطعه ۲ شماره ۳۴۷۴ فرعی دوم درب و دیوار است بطول یک متر و هشتاد و سه سانتیمتر به محوطه مشاعی سوم درب و دیوار است بطول سی و سه سانتیمتر به محوطه شرقاً در سه قسمت اول دیواریست بطول چهار متر و هفتاد و سه سانتیمتر به خیابان جنوباً دیوار و پنجره است بطول دو متر و بیست سانتیمتر و دوم دیواریست بطول سه متر و هشتاد و چهار سانتیمتر به محوطه مشاعی : با کف طبقه اول همکف اشتراکی است با سقف زیر زمین یک اشتراکی است. برابر گزارش کارشناس ارزش سرقفل و مالکیت مبلغ ۳۴۸۹۵۰۴۰۰ ریال ارزیابی گردیده است.: [826, 148, 1634, 288]
- notice-paragraph: ۲۲- ششدانگ یک باب مغازه قطعه بیست و ششم تفکیکی شماره سه هزار و چهارصد و نود و هشت فرعی از شماره چهار اصلی مفروز و مجزی شده از ۴۲۷ باقیمانده از اصلی مذکور به مساحت دوازده متر و هشتاد و چهار دسیمتر مربع واقع در طبقه اول با حدود اربعه : شمالا : دیواریست مشترک بطول چهار متر و چهل و پنج سانتیمتر به مغازه قطعه ۲۵ شماره ۳۴۹۷ فرعی شرقاً در دو قسمت اول دیوار است بطول یک متر و شصت و هشت سانتیمتر به فضای مشاعی دوم دیواریست مشترک بطول دو متر و بیست و نه سانتیمتر به مغازه قطعه ۲۷ شماره ۳۴۹۹ فرعی جنوباً دیواریست بطول دو متر و چهل و یک سانتیمتر به محوطه مشاعی غرباً : درب و دیوار است بطول سه متر و نود و هشت سانتیمتر به محوطه مشاعی با کف طبقه دوم اشتراکی است با سقف طبقه اول اشتراکی است. برابر گزارش کارشناس ارزش سرقفل و مالکیت مبلغ ۸۰۷۷۴۴۰۰۰ ریال ارزیابی گردیده است.: [19, 541, 813, 660]
- notice-paragraph: ۲۸- ششدانگ یک باب مغازه قطعه سی و دوم تفکیکی شماره سه هزار و پانصد و پنج فرعی از شماره چهار اصلی مفروز و مجزی شده از ۴۲۷ باقیمانده از اصلی مذکور به مساحت یازده متر و بیست و یک دسیمتر مربع واقع در طبقه دوم با حدود اربعه : شمالا : دیواریست مشترک بطول دو متر و نود و یک سانتیمتر به مغازه قطعه ۳۱ شماره ۳۵۰۴ فرعی شرقاً : دیواریست بطول سه متر و هشتاد و پنج سانتیمتر به محوطه مشاعی جنوباً : دیواریست مشترک بطول دو متر و نود و یک سانتیمتر به مغازه قطعه ۳۳ شماره ۳۵۰۶ فرعی غرباً : درب و دیوار است بطول سه متر و هشتاد و پنج سانتیمتر به محوطه مشاعی : با کف طبقه دوم اشتراکی است با سقف طبقه اول اشتراکی است. برابر گزارش کارشناس ارزش سرقفل و مالکیت مبلغ ۲۰۲۲۱۲۰۰۰ ریال ارزیابی گردیده است.: [19, 1213, 813, 1312]
- notice-paragraph: ۵- ششدانگ یک باب مغازه قطعه پنجم تفکیکی شماره سه هزار و چهارصد و هفتاد و هفت فرعی از شماره چهار اصلی مفروز و مجزی شده از ۴۲۷ باقیمانده از اصلی مذکور به مساحت یازده متر و پنجاه و دو دسیمتر مربع واقع در همکف با حدود اربعه : شمالا : دیواریست مشترک بطول سه متر و بیست و پنج سانتیمتر به مغازه قطعه ۴ شماره ۳۴۷۶ فرعی شرقاً : دیواریست بطول دو متر و یک سانتیمتر به محوطه مشاعی جنوباً دیواریست مشترک بطول سه متر و بیست و پنج سانتیمتر به مغازه قطعه ۶ شماره ۳۴۷۸ فرعی غرباً : درب و دیوار است بطول سه متر و پنجاه و پنج سانتیمتر به محوطه مشاعی : با کف طبقه اول همکف اشتراکی است با سقف زیر زمین یک اشتراکی است. برابر گزارش کارشناس ارزش سرقفل و مالکیت مبلغ ۱۳۶۹۲۸۰۰۰ ریال ارزیابی گردیده است.: [826, 673, 1634, 771]
- notice-paragraph: ۲۷- ششدانگ یک باب مغازه قطعه سی و یکم تفکیکی شماره سه هزار و پانصد و چهار فرعی از شماره چهار اصلی مفروز و مجزی شده از ۴۲۷ باقیمانده از اصلی مذکور به مساحت ده متر و سی دسیمتر مربع واقع در طبقه دوم با حدود اربعه : شمالا : دیواریست مشترک بطول دو متر و نود و یک سانتیمتر به مغازه قطعه ۳۰ شماره ۳۵۰۲ فرعی شرقاً : دیواریست بطول سه متر و پنجاه و چهار سانتیمتر به محوطه مشاعی جنوباً : دیواریست مشترک بطول دو متر و نود و یک سانتیمتر به مغازه قطعه ۳۲ شماره ۳۵۰۵ فرعی غرباً : درب و دیوار است بطول سه متر و پنجاه و چهار سانتیمتر به محوطه مشاعی : با کف طبقه دوم اشتراکی است با سقف طبقه اول اشتراکی است. برابر گزارش کارشناس ارزش سرقفل و مالکیت مبلغ ۸۱۹۵۶۴۰۰۰ ریال ارزیابی گردیده است.: [19, 1108, 813, 1207]
- notice-paragraph: ۳- ششدانگ یک باب مغازه قطعه سوم تفکیکی شماره سه هزار و چهارصد و هفتاد و پنج فرعی از شماره چهار اصلی مفروز و مجزی شده از ۴۲۷ باقیمانده از اصلی مذکور به مساحت بیست متر مربع و پنجاه و پنج دسیمتر مربع واقع در همکف با حدود اربعه : شمالا دیواریست مشترک بطول پنج متر و بیست و پنج سانتیمتر به مغازه قطعه ۲ شماره ۳۴۷۴ فرعی شرقاً در دو قسمت اول دیواریست بطول سی و سه سانتیمتر به محوطه مشاعی دوم درب و دیوار است بطول سه متر و نود و نه سانتیمتر به راه پله مشاعی جنوباً : در دو قسمت اول دیوار است بطول دو متر و شصت و یک سانتیمتر به محوطه مشاعی دوم دیواریست بطول دو متر و شصت و یک سانتیمتر بطول یک متر و هشتاد و هشت سانتیمتر به مغازه قطعه ۴ شماره ۳۴۷۶ فرعی : با کف طبقه اول همکف اشتراکی است با سقف زیر زمین یک اشتراکی است. برابر گزارش کارشناس ارزش سرقفل و مالکیت مبلغ ۲۲۱۸۲۲۰۰۰ ریال ارزیابی گردیده است.: [826, 442, 1634, 561]
- notice-paragraph: وضع موجود بنا به گزارش کارشناس : ساختمان و مجموعه تجاری ستاره شهر به صورت مجتمع تجاری در حال بهره برداری میباشد که در چهار طبقه با اسکلت بتنی و سقف تیرچه بلوک ، نمای ساختمان از سنگ و کامپوزیت و قسمتی از شیشه سکوریت ، کف مغازه ها سرامیک و دیوارها با گچ و رنگ ، درب مغازه ها از شیشه سکوریت و آلومینیوم ، سیستم سرمایش و گرمایش به صورت اسپلیت و پکیج ، دارای آسانسور و پله فرار ، انشعابات آب و برق و گاز و تلفن ، دارای پارکینگ عمومی و انباری و سرویس بهداشتی مشاعی است. محوطه مشاعی با سنگ فرش گردیده و تاسیسات و سیستم اطفاء حریق در ساختمان تعبیه گردیده است. قدمت ساختمان حدود شش سال و با توجه به موقعیت ملک در مرکز تجاری شهر خمام و کیفیت ساخت و مصالح بکار رفته و امکانات موجود ارزیابی صورت گرفته است.: [19, 1738, 813, 1837]
- notice-paragraph: ۲۶- ششدانگ یک باب مغازه قطعه سی ام تفکیکی شماره سه هزار و پانصد و دو فرعی از شماره چهار اصلی مفروز و مجزی شده از ۴۲۷ باقیمانده از اصلی مذکور به مساحت چهارده متر و پنجاه دسیمتر مربع واقع در طبقه دوم با حدود اربعه شمالا دیواریست مشترک بطول سه متر و چهار سانتیمتر به مغازه قطعه ۲۹ شماره ۳۵۰۱ فرعی شرقاً دیواریست بطول چهار متر و هفتاد و هفت سانتیمتر به محوطه مشاعی جنوباً : دیواریست مشترک بطول سه متر و چهار سانتیمتر به مغازه قطعه ۳۱ شماره ۳۵۰۴ فرعی غرباً : درب و دیوار است بطول چهار متر و هفتاد و هفت سانتیمتر به محوطه مشاعی : با کف طبقه دوم اشتراکی است با سقف طبقه اول اشتراکی است. برابر گزارش کارشناس ارزش سرقفل و مالکیت مبلغ ۹۴۷۳۷۲۸۰۰ ریال ارزیابی گردیده است.: [19, 1003, 813, 1102]
